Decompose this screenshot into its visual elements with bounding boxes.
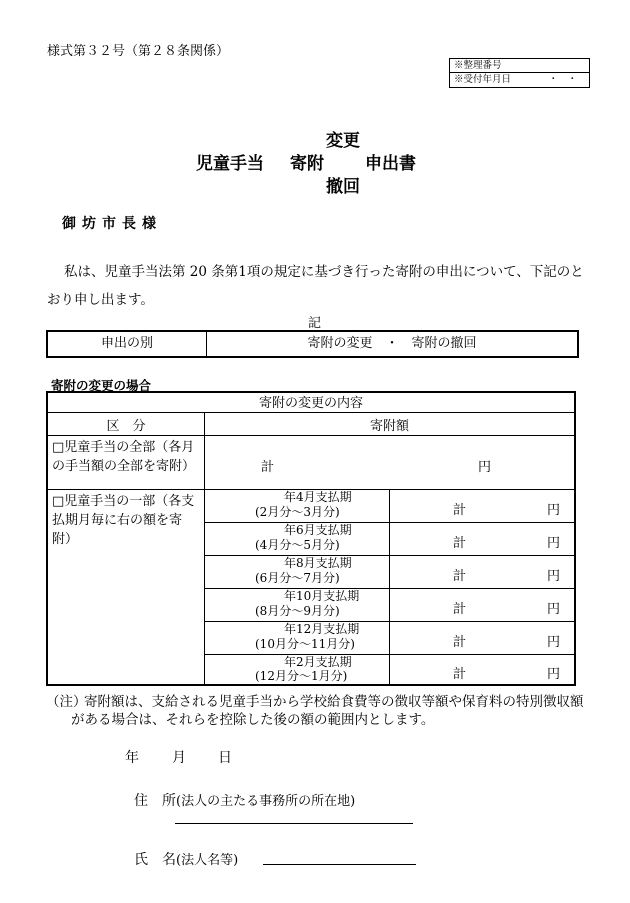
all-amount-cell[interactable] bbox=[205, 436, 574, 490]
period-row-1 bbox=[205, 490, 574, 523]
title-main-part3: 申出書 bbox=[365, 154, 416, 174]
period-yen-label: 円 bbox=[547, 602, 561, 617]
change-table-title: 寄附の変更の内容 bbox=[46, 391, 576, 413]
all-option-text[interactable]: □児童手当の全部（各月の手当額の全部を寄附） bbox=[52, 440, 196, 474]
period-row-2 bbox=[205, 523, 574, 556]
period-name: 年12月支払期 bbox=[284, 622, 360, 636]
body-text: 私は、児童手当法第 20 条第1項の規定に基づき行った寄附の申出について、下記のとおり申し出ます。 bbox=[47, 264, 584, 308]
period-total-label: 計 bbox=[453, 602, 467, 617]
period-total-label: 計 bbox=[453, 635, 467, 650]
address-label: 住 所 bbox=[134, 793, 176, 809]
note-line2: がある場合は、それらを控除した後の額の範囲内とします。 bbox=[71, 712, 435, 728]
period-range: (6月分～7月分) bbox=[255, 571, 340, 585]
period-label-cell bbox=[205, 589, 390, 621]
period-name: 年10月支払期 bbox=[284, 589, 360, 603]
period-label-cell bbox=[205, 655, 390, 684]
period-name: 年6月支払期 bbox=[284, 523, 352, 537]
reference-number-field: ※整理番号 bbox=[450, 59, 589, 73]
title-change: 変更 bbox=[326, 131, 360, 151]
form-number: 様式第３２号（第２８条関係） bbox=[47, 44, 230, 59]
title-main-part1: 児童手当 bbox=[196, 154, 264, 174]
part-option-text[interactable]: □児童手当の一部（各支払期月毎に右の額を寄附） bbox=[52, 494, 195, 547]
period-name: 年8月支払期 bbox=[284, 556, 352, 570]
col-category: 区 分 bbox=[48, 413, 205, 436]
period-yen-label: 円 bbox=[547, 635, 561, 650]
period-total-label: 計 bbox=[453, 667, 467, 682]
period-label-cell bbox=[205, 490, 390, 522]
period-yen-label: 円 bbox=[547, 536, 561, 551]
title-cancel: 撤回 bbox=[326, 177, 360, 197]
col-amount: 寄附額 bbox=[205, 413, 574, 436]
period-range: (12月分～1月分) bbox=[255, 669, 348, 683]
period-range: (4月分～5月分) bbox=[255, 538, 340, 552]
date-month: 月 bbox=[172, 750, 186, 766]
period-row-4 bbox=[205, 589, 574, 622]
period-range: (8月分～9月分) bbox=[255, 604, 340, 618]
period-label-cell bbox=[205, 523, 390, 555]
received-date-field bbox=[450, 73, 589, 87]
addressee: 御坊市長様 bbox=[62, 216, 162, 232]
all-option-cell bbox=[48, 436, 205, 490]
period-name: 年2月支払期 bbox=[284, 655, 352, 669]
period-label-cell bbox=[205, 556, 390, 588]
period-yen-label: 円 bbox=[547, 569, 561, 584]
period-yen-label: 円 bbox=[547, 667, 561, 682]
request-type-options[interactable]: 寄附の変更 ・ 寄附の撤回 bbox=[307, 336, 477, 351]
period-total-label: 計 bbox=[453, 569, 467, 584]
period-range: (2月分～3月分) bbox=[255, 505, 340, 519]
period-label-cell bbox=[205, 622, 390, 654]
part-option-cell bbox=[48, 490, 205, 684]
note-prefix: （注） bbox=[46, 694, 87, 710]
name-label: 氏 名 bbox=[134, 852, 176, 868]
all-yen-label: 円 bbox=[478, 460, 492, 475]
address-note: (法人の主たる事務所の所在地) bbox=[176, 794, 356, 809]
date-day: 日 bbox=[218, 750, 232, 766]
request-type-table bbox=[46, 330, 579, 358]
period-range: (10月分～11月分) bbox=[255, 637, 355, 651]
period-row-3 bbox=[205, 556, 574, 589]
period-name: 年4月支払期 bbox=[284, 490, 352, 504]
title-main-part2: 寄附 bbox=[290, 154, 324, 174]
period-total-label: 計 bbox=[453, 536, 467, 551]
received-date-label: ※受付年月日 bbox=[454, 74, 512, 85]
period-yen-label: 円 bbox=[547, 503, 561, 518]
note-line1: 寄附額は、支給される児童手当から学校給食費等の徴収等額や保育料の特別徴収額 bbox=[84, 694, 584, 710]
period-total-label: 計 bbox=[453, 503, 467, 518]
ki-heading: 記 bbox=[308, 316, 322, 331]
change-section-heading: 寄附の変更の場合 bbox=[51, 378, 152, 393]
name-note: (法人名等) bbox=[176, 853, 239, 868]
all-total-label: 計 bbox=[261, 460, 275, 475]
request-type-label: 申出の別 bbox=[48, 332, 207, 356]
office-use-box bbox=[449, 58, 590, 88]
name-input-line[interactable] bbox=[263, 864, 416, 865]
period-row-6 bbox=[205, 655, 574, 684]
period-row-5 bbox=[205, 622, 574, 655]
date-year: 年 bbox=[125, 750, 139, 766]
address-input-line[interactable] bbox=[175, 823, 413, 824]
date-dots: ・ ・ bbox=[548, 74, 577, 85]
